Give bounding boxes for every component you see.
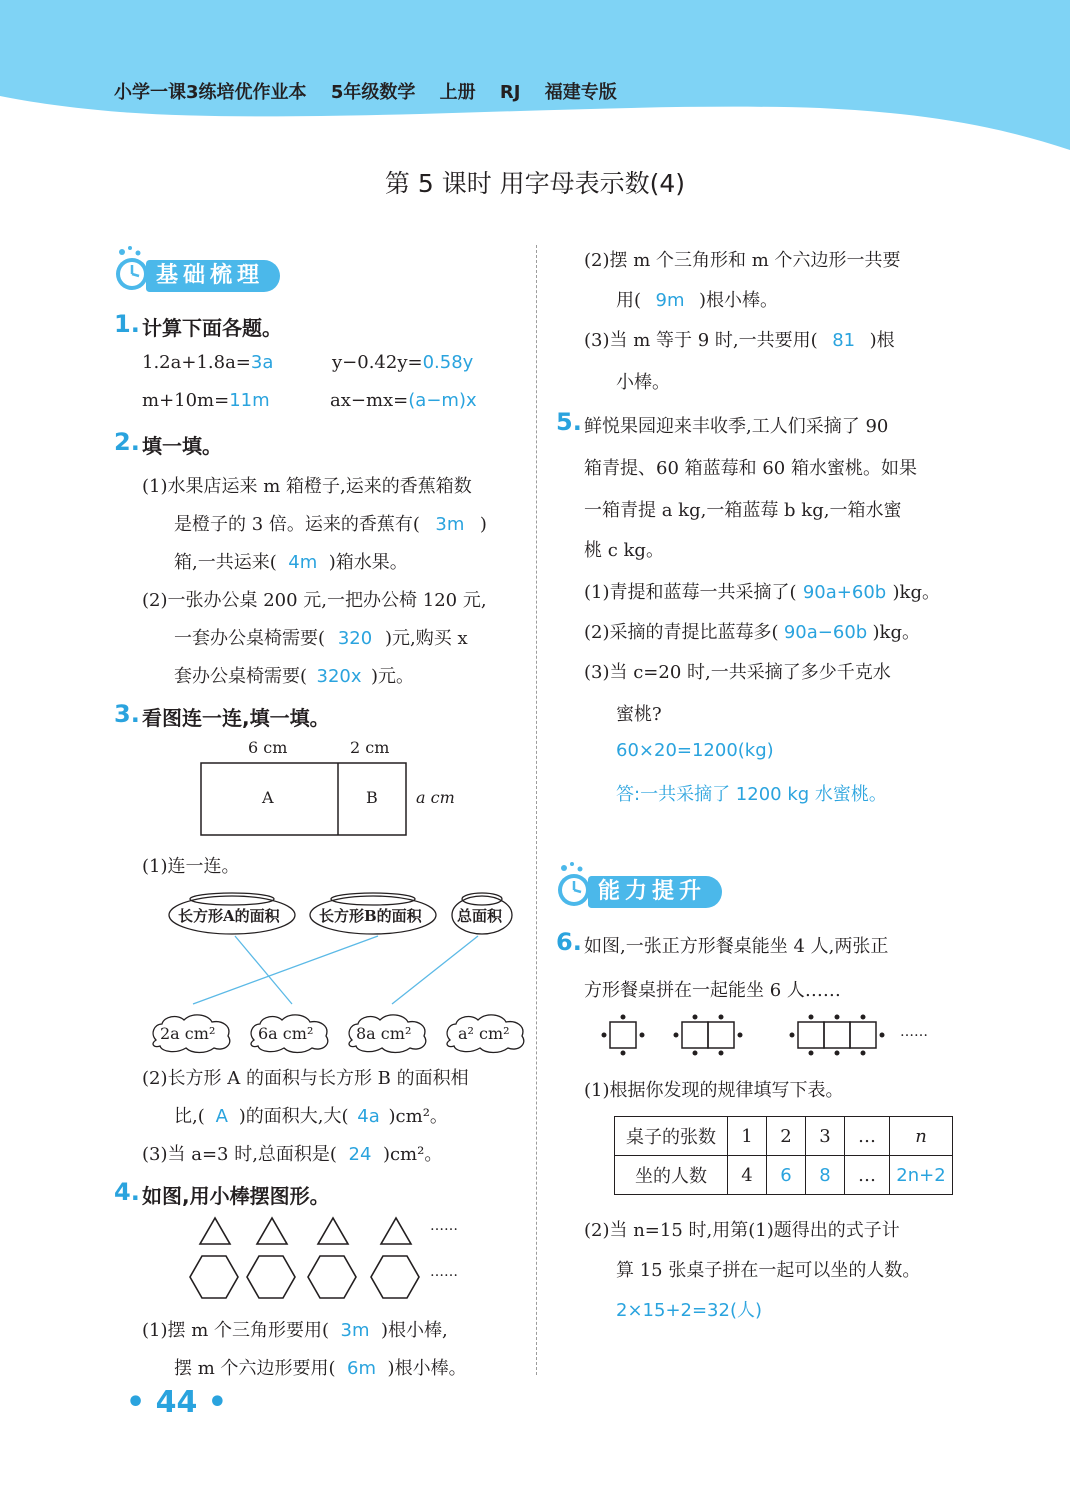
header-volume: 上册 bbox=[439, 82, 476, 103]
q4-p1-tail2: )根小棒。 bbox=[387, 1358, 467, 1379]
q5-p1-tail: )kg。 bbox=[892, 582, 940, 603]
q2-p2-tail2: )元。 bbox=[371, 666, 415, 687]
table-cell: 4 bbox=[728, 1156, 767, 1195]
q3-width-a: 6 cm bbox=[248, 738, 288, 757]
q2-number: 2. bbox=[114, 428, 140, 456]
q5-p3-line2: 蜜桃? bbox=[616, 704, 662, 725]
table-cell-answer: 6 bbox=[767, 1156, 806, 1195]
table-cell-label: 桌子的张数 bbox=[615, 1117, 728, 1156]
q3-connection-lines bbox=[160, 930, 500, 1010]
q5-line4: 桃 c kg。 bbox=[584, 540, 664, 561]
q6-p1: (1)根据你发现的规律填写下表。 bbox=[584, 1080, 844, 1101]
q2-p2-text2: 套办公桌椅需要( bbox=[174, 666, 308, 687]
q3-p2-tail: )cm²。 bbox=[388, 1106, 448, 1127]
q5-number: 5. bbox=[556, 408, 582, 436]
q4-p1-text2: 摆 m 个六边形要用( bbox=[174, 1358, 336, 1379]
q6-dots: …… bbox=[900, 1024, 928, 1040]
q1-heading: 计算下面各题。 bbox=[142, 316, 282, 340]
q3-p3 bbox=[142, 1140, 442, 1166]
q3-p2-answer2: 4a bbox=[357, 1106, 380, 1127]
q2-p2-line3 bbox=[174, 662, 414, 688]
q6-tables-figure bbox=[600, 1014, 900, 1058]
q2-p1-answer2: 4m bbox=[288, 552, 318, 573]
q2-p1-text: 是橙子的 3 倍。运来的香蕉有( bbox=[174, 514, 420, 535]
q6-line1: 如图,一张正方形餐桌能坐 4 人,两张正 bbox=[584, 936, 889, 957]
q3-p2-line1: (2)长方形 A 的面积与长方形 B 的面积相 bbox=[142, 1068, 469, 1089]
q2-p1-tail: )箱水果。 bbox=[328, 552, 408, 573]
q4-p2-tail: )根小棒。 bbox=[699, 290, 779, 311]
q2-p1-answer1: 3m bbox=[435, 514, 465, 535]
q1-number: 1. bbox=[114, 310, 140, 338]
q4-p3-text: (3)当 m 等于 9 时,一共要用( bbox=[584, 330, 818, 351]
q3-cloud-2a: 2a cm² bbox=[160, 1024, 216, 1043]
q5-solution: 60×20=1200(kg) bbox=[616, 740, 774, 761]
q3-cloud-8a: 8a cm² bbox=[356, 1024, 412, 1043]
q1-d-answer: (a−m)x bbox=[408, 390, 477, 411]
table-cell: 3 bbox=[806, 1117, 845, 1156]
q6-table bbox=[614, 1116, 953, 1195]
q3-p2-mid: )的面积大,大( bbox=[238, 1106, 349, 1127]
q3-cloud-a2: a² cm² bbox=[458, 1024, 510, 1043]
q2-heading: 填一填。 bbox=[142, 434, 222, 458]
q4-p2-line2 bbox=[616, 286, 778, 312]
q3-p3-answer: 24 bbox=[348, 1144, 372, 1165]
q2-p2-text: 一套办公桌椅需要( bbox=[174, 628, 326, 649]
q2-p2-answer2: 320x bbox=[316, 666, 362, 687]
table-cell: 2 bbox=[767, 1117, 806, 1156]
q5-line3: 一箱青提 a kg,一箱蓝莓 b kg,一箱水蜜 bbox=[584, 500, 902, 521]
q4-p1-text: (1)摆 m 个三角形要用( bbox=[142, 1320, 330, 1341]
q6-line2: 方形餐桌拼在一起能坐 6 人…… bbox=[584, 980, 841, 1001]
q2-p2-line1: (2)一张办公桌 200 元,一把办公椅 120 元, bbox=[142, 590, 487, 611]
q2-p2-answer1: 320 bbox=[337, 628, 373, 649]
header-grade: 5年级数学 bbox=[330, 82, 416, 103]
q4-p1-line2 bbox=[174, 1354, 467, 1380]
q4-p2-line1: (2)摆 m 个三角形和 m 个六边形一共要 bbox=[584, 250, 901, 271]
q5-line2: 箱青提、60 箱蓝莓和 60 箱水蜜桃。如果 bbox=[584, 458, 917, 479]
table-cell-answer: 2n+2 bbox=[890, 1156, 953, 1195]
q3-p3-text: (3)当 a=3 时,总面积是( bbox=[142, 1144, 337, 1165]
q4-dots-triangles: …… bbox=[430, 1218, 458, 1234]
q4-p3-line2: 小棒。 bbox=[616, 372, 670, 393]
q4-dots-hexagons: …… bbox=[430, 1264, 458, 1280]
q3-p3-tail: )cm²。 bbox=[382, 1144, 443, 1165]
q3-p2-line2 bbox=[174, 1102, 448, 1128]
q3-height: a cm bbox=[416, 788, 455, 807]
q4-p3-tail: )根 bbox=[869, 330, 895, 351]
table-row bbox=[615, 1117, 953, 1156]
q1-d-expr: ax−mx= bbox=[330, 390, 409, 411]
header-region: 福建专版 bbox=[544, 82, 617, 103]
q1-item-d bbox=[330, 390, 477, 411]
q4-p2-text: 用( bbox=[616, 290, 642, 311]
q1-b-expr: y−0.42y= bbox=[332, 352, 423, 373]
q4-number: 4. bbox=[114, 1178, 140, 1206]
q2-p1-line2 bbox=[174, 510, 487, 536]
q4-p1-tail: )根小棒, bbox=[381, 1320, 448, 1341]
q3-p2-text: 比,( bbox=[174, 1106, 205, 1127]
q1-c-answer: 11m bbox=[229, 390, 270, 411]
q1-item-a bbox=[142, 352, 273, 373]
q5-p1-answer: 90a+60b bbox=[802, 582, 887, 603]
q5-p2 bbox=[584, 618, 920, 644]
q5-p2-tail: )kg。 bbox=[872, 622, 920, 643]
q3-width-b: 2 cm bbox=[350, 738, 390, 757]
q5-p2-text: (2)采摘的青提比蓝莓多( bbox=[584, 622, 779, 643]
q4-p1-answer2: 6m bbox=[347, 1358, 377, 1379]
q3-p1: (1)连一连。 bbox=[142, 856, 240, 877]
q4-p3-line1 bbox=[584, 326, 895, 352]
q1-b-answer: 0.58y bbox=[422, 352, 474, 373]
q4-p3-answer: 81 bbox=[832, 330, 856, 351]
table-cell-answer: 8 bbox=[806, 1156, 845, 1195]
q6-p2-line1: (2)当 n=15 时,用第(1)题得出的式子计 bbox=[584, 1220, 900, 1241]
section-title-advanced: 能力提升 bbox=[588, 876, 722, 908]
q6-p2-line2: 算 15 张桌子拼在一起可以坐的人数。 bbox=[616, 1260, 921, 1281]
q3-p2-answer1: A bbox=[215, 1106, 228, 1127]
q2-p1-paren: ) bbox=[479, 514, 487, 535]
q2-p2-tail: )元,购买 x bbox=[385, 628, 468, 649]
q5-answer: 答:一共采摘了 1200 kg 水蜜桃。 bbox=[616, 784, 887, 805]
q3-label-b: B bbox=[366, 788, 378, 807]
q4-heading: 如图,用小棒摆图形。 bbox=[142, 1184, 330, 1208]
q3-cloud-6a: 6a cm² bbox=[258, 1024, 314, 1043]
q3-heading: 看图连一连,填一填。 bbox=[142, 706, 330, 730]
header-edition: RJ bbox=[499, 82, 521, 103]
q6-number: 6. bbox=[556, 928, 582, 956]
table-row bbox=[615, 1156, 953, 1195]
q3-oval-a-area: 长方形A的面积 bbox=[178, 907, 280, 925]
q3-oval-total-area: 总面积 bbox=[457, 907, 503, 925]
q5-p3-line1: (3)当 c=20 时,一共采摘了多少千克水 bbox=[584, 662, 891, 683]
q5-p2-answer: 90a−60b bbox=[783, 622, 868, 643]
page-title: 第 5 课时 用字母表示数(4) bbox=[384, 169, 686, 198]
q1-item-b bbox=[332, 352, 473, 373]
q2-p1-line3 bbox=[174, 548, 408, 574]
q4-p1-line1 bbox=[142, 1316, 448, 1342]
q4-sticks-figure bbox=[186, 1216, 426, 1306]
table-cell-label: 坐的人数 bbox=[615, 1156, 728, 1195]
q2-p1-text2: 箱,一共运来( bbox=[174, 552, 277, 573]
table-cell: … bbox=[845, 1156, 890, 1195]
table-cell: 1 bbox=[728, 1117, 767, 1156]
q5-p1 bbox=[584, 578, 940, 604]
q1-item-c bbox=[142, 390, 270, 411]
table-cell: n bbox=[890, 1117, 953, 1156]
section-title-basic: 基础梳理 bbox=[146, 260, 280, 292]
header-text bbox=[114, 78, 635, 104]
q3-number: 3. bbox=[114, 700, 140, 728]
q2-p2-line2 bbox=[174, 624, 468, 650]
q4-p2-answer: 9m bbox=[655, 290, 685, 311]
header-series: 小学一课3练培优作业本 bbox=[114, 82, 307, 103]
q3-label-a: A bbox=[262, 788, 274, 807]
table-cell: … bbox=[845, 1117, 890, 1156]
page-number: • 44 • bbox=[126, 1385, 227, 1420]
column-divider bbox=[536, 245, 537, 1375]
q2-p1-line1: (1)水果店运来 m 箱橙子,运来的香蕉箱数 bbox=[142, 476, 472, 497]
q6-solution: 2×15+2=32(人) bbox=[616, 1300, 763, 1321]
q5-line1: 鲜悦果园迎来丰收季,工人们采摘了 90 bbox=[584, 416, 889, 437]
q3-oval-b-area: 长方形B的面积 bbox=[319, 907, 422, 925]
q1-a-expr: 1.2a+1.8a= bbox=[142, 352, 251, 373]
q4-p1-answer1: 3m bbox=[340, 1320, 370, 1341]
q5-p1-text: (1)青提和蓝莓一共采摘了( bbox=[584, 582, 797, 603]
q1-a-answer: 3a bbox=[250, 352, 274, 373]
q1-c-expr: m+10m= bbox=[142, 390, 230, 411]
